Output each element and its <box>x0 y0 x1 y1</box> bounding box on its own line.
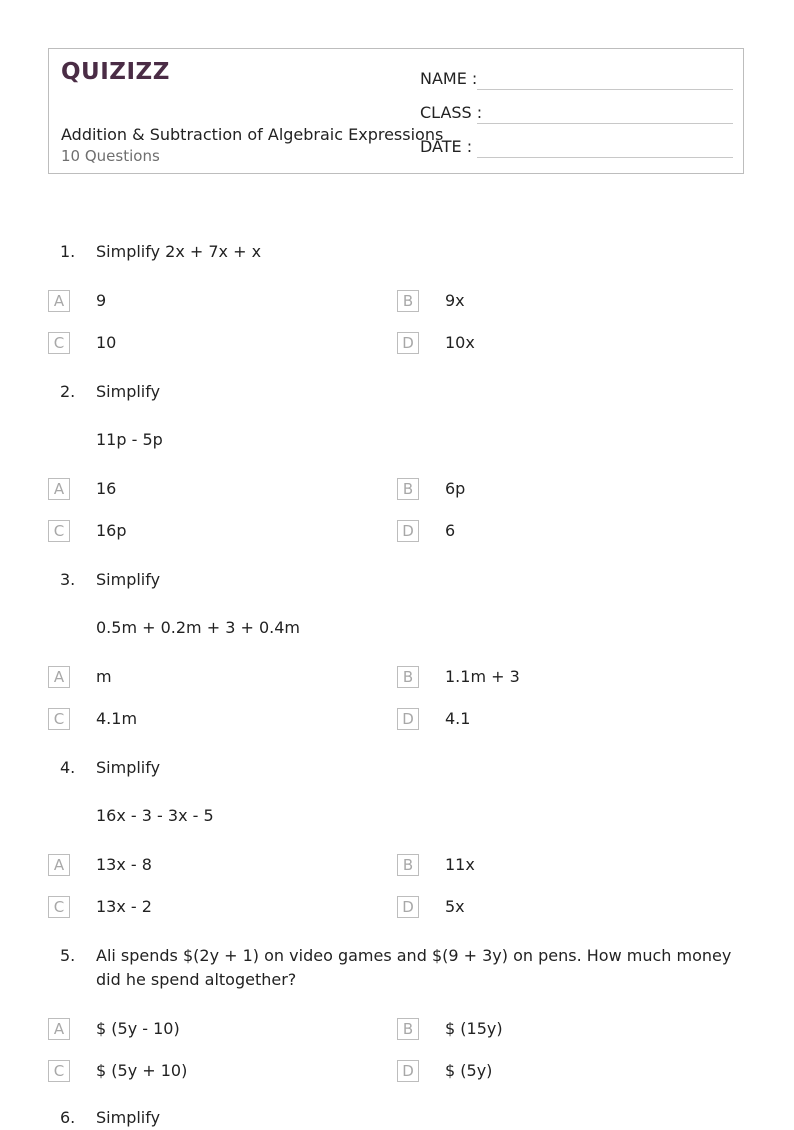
option-letter-box: A <box>48 290 70 312</box>
option-text: 16p <box>96 521 127 540</box>
question-text: Simplify <box>96 382 161 401</box>
option-text: 4.1 <box>445 709 471 728</box>
class-label: CLASS : <box>420 103 483 122</box>
question-expression: 11p - 5p <box>96 430 163 449</box>
option-text: m <box>96 667 112 686</box>
option-letter-box: D <box>397 520 419 542</box>
name-label: NAME : <box>420 69 478 88</box>
option-text: 6p <box>445 479 466 498</box>
quizizz-logo: QUIZIZZ <box>61 59 170 85</box>
option-letter-box: B <box>397 854 419 876</box>
question-text: Simplify 2x + 7x + x <box>96 242 262 261</box>
worksheet-title: Addition & Subtraction of Algebraic Expressions <box>61 125 444 144</box>
class-field[interactable] <box>477 123 733 124</box>
option-letter-box: B <box>397 1018 419 1040</box>
option-text: $ (5y - 10) <box>96 1019 180 1038</box>
question-number: 1. <box>60 242 76 261</box>
option-letter-box: B <box>397 290 419 312</box>
question-text: Simplify <box>96 1108 161 1127</box>
option-letter-box: A <box>48 478 70 500</box>
option-text: 16 <box>96 479 117 498</box>
option-text: 1.1m + 3 <box>445 667 520 686</box>
question-text: Ali spends $(2y + 1) on video games and $(9 + 3y) on pens. How much money did he spend altogether? <box>96 946 732 989</box>
question-text: Simplify <box>96 570 161 589</box>
option-text: 13x - 8 <box>96 855 152 874</box>
option-text: 11x <box>445 855 475 874</box>
option-text: $ (5y + 10) <box>96 1061 188 1080</box>
option-text: $ (5y) <box>445 1061 493 1080</box>
option-letter-box: A <box>48 1018 70 1040</box>
option-text: 9 <box>96 291 107 310</box>
option-letter-box: D <box>397 896 419 918</box>
option-text: 4.1m <box>96 709 138 728</box>
worksheet-header <box>48 48 744 174</box>
option-letter-box: D <box>397 332 419 354</box>
option-text: 10 <box>96 333 117 352</box>
question-number: 4. <box>60 758 76 777</box>
option-letter-box: B <box>397 478 419 500</box>
option-letter-box: C <box>48 520 70 542</box>
option-text: 5x <box>445 897 465 916</box>
option-letter-box: D <box>397 1060 419 1082</box>
option-text: 10x <box>445 333 475 352</box>
option-letter-box: A <box>48 666 70 688</box>
date-label: DATE : <box>420 137 473 156</box>
option-letter-box: B <box>397 666 419 688</box>
question-number: 5. <box>60 946 76 965</box>
question-number: 3. <box>60 570 76 589</box>
option-text: $ (15y) <box>445 1019 503 1038</box>
option-text: 6 <box>445 521 456 540</box>
question-count: 10 Questions <box>61 147 160 165</box>
option-letter-box: C <box>48 1060 70 1082</box>
question-expression: 16x - 3 - 3x - 5 <box>96 806 214 825</box>
name-field[interactable] <box>477 89 733 90</box>
question-expression: 0.5m + 0.2m + 3 + 0.4m <box>96 618 301 637</box>
date-field[interactable] <box>477 157 733 158</box>
option-letter-box: A <box>48 854 70 876</box>
question-number: 2. <box>60 382 76 401</box>
option-letter-box: C <box>48 332 70 354</box>
question-number: 6. <box>60 1108 76 1127</box>
question-text: Simplify <box>96 758 161 777</box>
option-letter-box: D <box>397 708 419 730</box>
option-text: 13x - 2 <box>96 897 152 916</box>
option-letter-box: C <box>48 896 70 918</box>
option-letter-box: C <box>48 708 70 730</box>
option-text: 9x <box>445 291 465 310</box>
